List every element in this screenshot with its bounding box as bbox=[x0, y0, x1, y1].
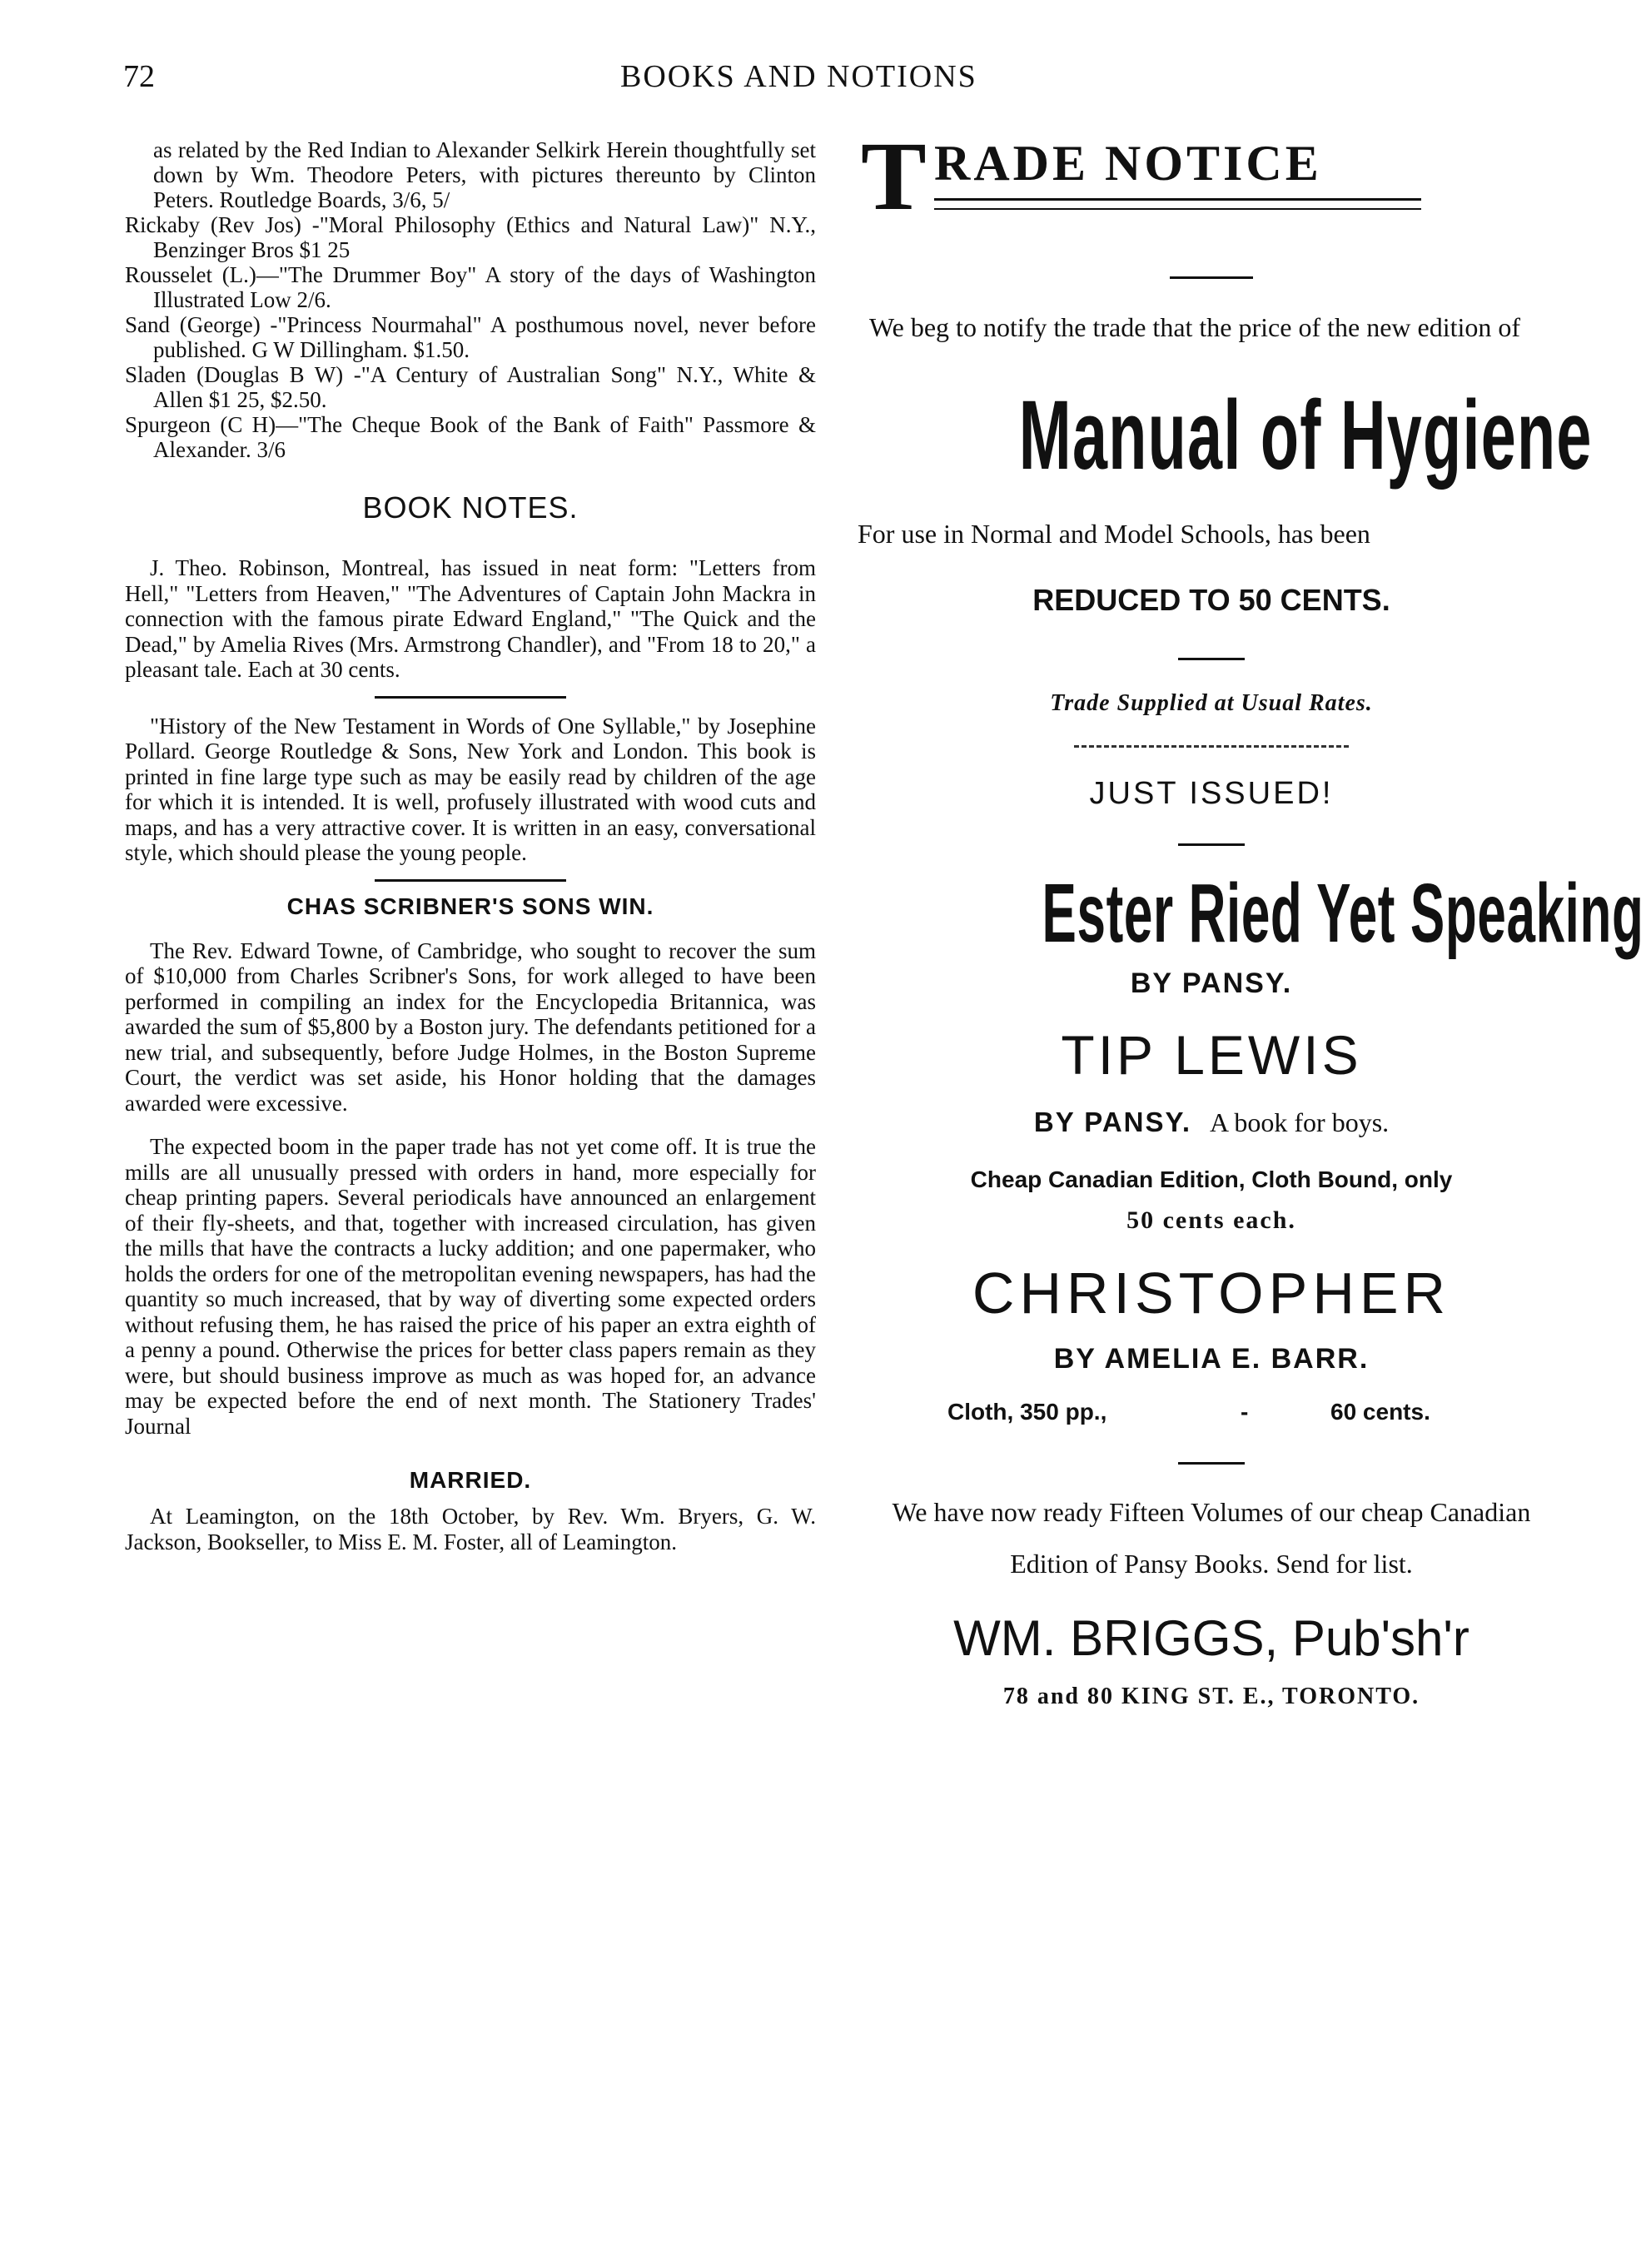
paper-trade-paragraph: The expected boom in the paper trade has not yet come off. It is true the mills are all unusually pressed with orders in hand, more especially for cheap printing papers. Several periodicals have announced an enlargement of their fly-sheets, and that, together with increased circulation, has given the mills that have the contracts a lucky addition; and one papermaker, who holds the orders for one of the metropolitan evening newspapers, has had the quantity so much increased, that by way of diverting some expected orders without refusing them, he has raised the price of his paper an extra eighth of a penny a pound. Otherwise the prices for better class papers remain as they were, but should business improve as much as was hoped for, an advance may be expected before the end of next month. The Stationery Trades' Journal bbox=[125, 1134, 817, 1439]
left-column bbox=[125, 137, 816, 1554]
price-dash: - bbox=[1241, 1399, 1249, 1425]
cloth-pages: Cloth, 350 pp., bbox=[947, 1399, 1107, 1425]
manual-title: Manual of Hygiene bbox=[1018, 380, 1593, 490]
notify-text: We beg to notify the trade that the price of the new edition of bbox=[869, 312, 1521, 342]
catalogue-entry: as related by the Red Indian to Alexander Selkirk Herein thoughtfully set down by Wm. Theodore Peters, with pictures thereunto by Clinton Peters. Routledge Boards, 3/6, 5/ bbox=[153, 137, 816, 212]
by-amelia-barr: BY AMELIA E. BARR. bbox=[1053, 1343, 1370, 1375]
divider bbox=[1170, 276, 1253, 279]
ester-ried-title: Ester Ried Yet Speaking bbox=[1042, 867, 1644, 960]
advertisement bbox=[858, 122, 1644, 1710]
married-heading: MARRIED. bbox=[409, 1467, 532, 1493]
publisher-name: WM. BRIGGS, Pub'sh'r bbox=[953, 1610, 1469, 1666]
christopher-title: CHRISTOPHER bbox=[972, 1261, 1451, 1325]
scribner-paragraph: The Rev. Edward Towne, of Cambridge, who sought to recover the sum of $10,000 from Charles Scribner's Sons, for work alleged to have been performed in compiling an index for the Encyclopedia Britannica, was awarded the sum of $5,800 by a Boston jury. The defendants petitioned for a new trial, and subsequently, before Judge Holmes, in the Boston Supreme Court, the verdict was set aside, his Honor holding that the damages awarded were excessive. bbox=[125, 938, 816, 1116]
running-title: BOOKS AND NOTIONS bbox=[620, 59, 977, 94]
book-notes-heading: BOOK NOTES. bbox=[362, 490, 579, 525]
catalogue-entry: Rousselet (L.)—"The Drummer Boy" A story of the days of Washington Illustrated Low 2/6. bbox=[125, 262, 816, 312]
catalogue-entry: Sladen (Douglas B W) -"A Century of Australian Song" N.Y., White & Allen $1 25, $2.50. bbox=[125, 362, 816, 412]
by-pansy: BY PANSY. bbox=[1130, 967, 1293, 999]
book-notes-paragraph: J. Theo. Robinson, Montreal, has issued in neat form: "Letters from Hell," "Letters from Heaven," "The Adventures of Captain John Mackra in connection with the famous pirate Edward England," "The Quick and the Dead," by Amelia Rives (Mrs. Armstrong Chandler), and "From 18 to 20," a pleasant tale. Each at 30 cents. bbox=[125, 555, 816, 682]
catalogue-entry: Spurgeon (C H)—"The Cheque Book of the Bank of Faith" Passmore & Alexander. 3/6 bbox=[125, 412, 816, 462]
divider bbox=[1178, 658, 1245, 660]
title-underline bbox=[934, 198, 1421, 201]
catalogue-list bbox=[125, 137, 816, 462]
title-underline bbox=[934, 208, 1421, 210]
divider bbox=[1178, 843, 1245, 846]
publisher-address: 78 and 80 KING ST. E., TORONTO. bbox=[1002, 1684, 1420, 1709]
cheap-edition: Cheap Canadian Edition, Cloth Bound, only bbox=[970, 1166, 1453, 1192]
catalogue-entry: Sand (George) -"Princess Nourmahal" A posthumous novel, never before published. G W Dillingham. $1.50. bbox=[125, 312, 816, 362]
divider bbox=[375, 696, 566, 699]
tip-lewis-title: TIP LEWIS bbox=[1061, 1024, 1362, 1086]
divider bbox=[1178, 1462, 1245, 1465]
dashed-divider bbox=[1074, 745, 1349, 748]
trade-notice-initial: T bbox=[861, 122, 927, 231]
trade-supplied: Trade Supplied at Usual Rates. bbox=[1050, 690, 1373, 716]
for-use-text: For use in Normal and Model Schools, has been bbox=[858, 519, 1370, 549]
divider bbox=[375, 879, 566, 882]
just-issued: JUST ISSUED! bbox=[1089, 776, 1334, 811]
reduced-price: REDUCED TO 50 CENTS. bbox=[1032, 583, 1390, 617]
fifty-cents-each: 50 cents each. bbox=[1126, 1206, 1296, 1234]
catalogue-entry: Rickaby (Rev Jos) -"Moral Philosophy (Ethics and Natural Law)" N.Y., Benzinger Bros $1 25 bbox=[125, 212, 816, 262]
sixty-cents: 60 cents. bbox=[1330, 1399, 1430, 1425]
by-pansy: BY PANSY. bbox=[1033, 1107, 1192, 1137]
price-line bbox=[858, 1399, 1565, 1432]
fifteen-volumes: We have now ready Fifteen Volumes of our cheap Canadian Edition of Pansy Books. Send for list. bbox=[892, 1497, 1531, 1579]
page-number: 72 bbox=[123, 59, 155, 94]
book-for-boys: A book for boys. bbox=[1210, 1107, 1390, 1137]
book-notes-paragraph: "History of the New Testament in Words of One Syllable," by Josephine Pollard. George Routledge & Sons, New York and London. This book is printed in fine large type such as may be easily read by children of the age for which it is intended. It is well, profusely illustrated with wood cuts and maps, and has a very attractive cover. It is written in an easy, conversational style, which should please the young people. bbox=[125, 713, 816, 865]
scribner-heading: CHAS SCRIBNER'S SONS WIN. bbox=[286, 893, 654, 919]
trade-notice-title: RADE NOTICE bbox=[934, 136, 1322, 191]
married-notice: At Leamington, on the 18th October, by Rev. Wm. Bryers, G. W. Jackson, Bookseller, to Miss E. M. Foster, all of Leamington. bbox=[125, 1504, 816, 1554]
trade-notice-heading bbox=[858, 122, 1565, 233]
